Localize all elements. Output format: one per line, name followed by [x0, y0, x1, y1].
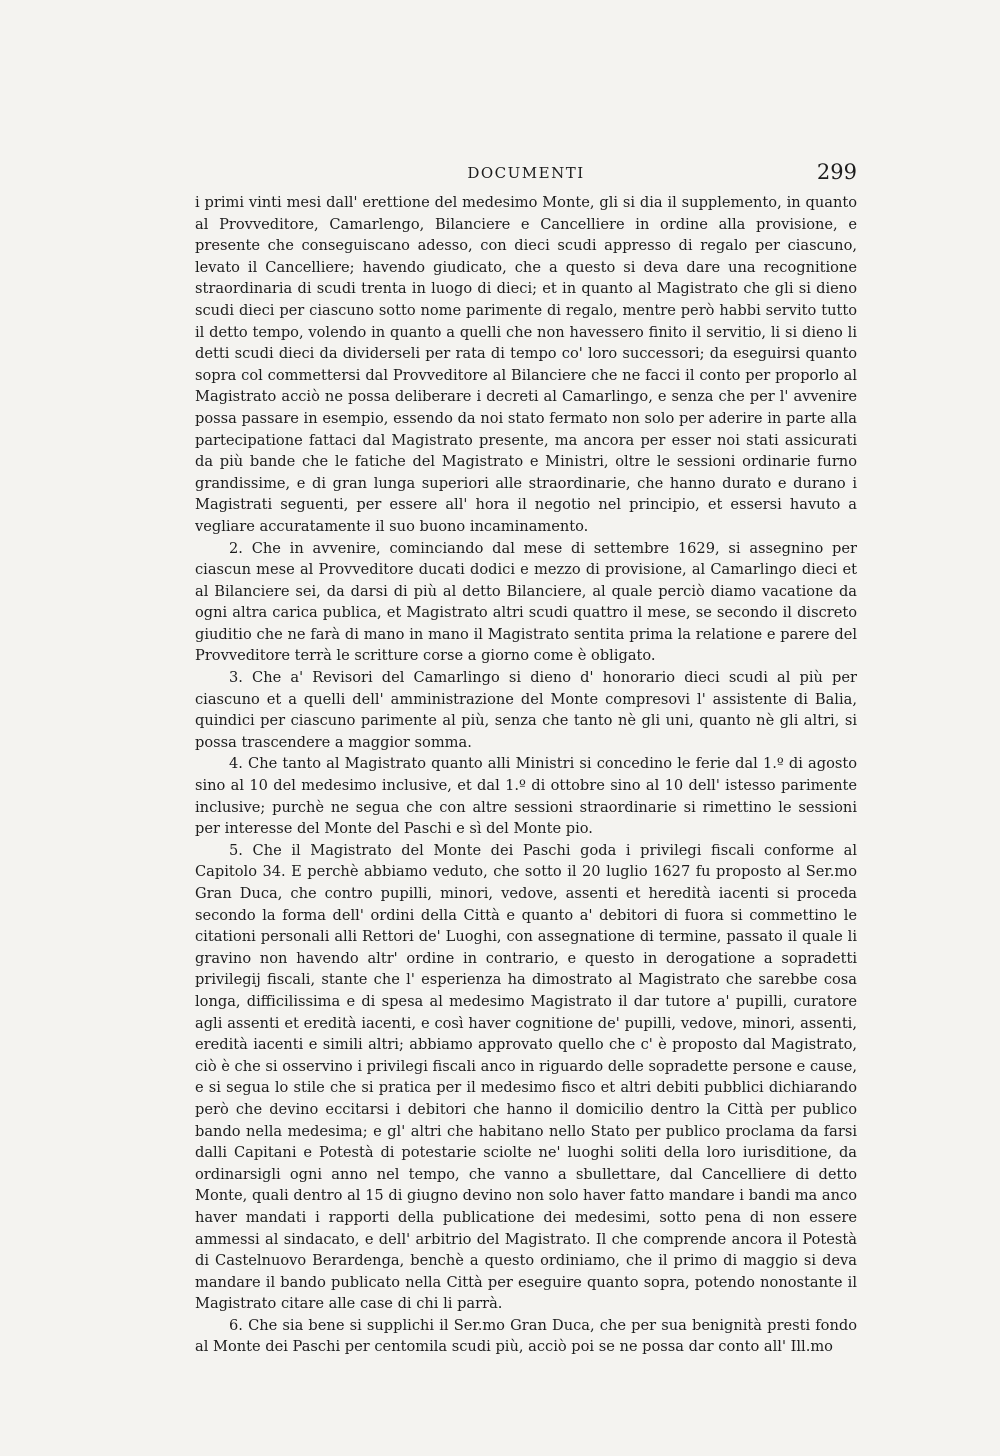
- paragraph-item-4: 4. Che tanto al Magistrato quanto alli Ministri si concedino le ferie dal 1.º di agosto sino al 10 del medesimo inclusive, et dal 1.º di ottobre sino al 10 dell' istesso parimente inclusive; purchè ne segua che con altre sessioni straordinarie si rimettino le sessioni per interesse del Monte del Paschi e sì del Monte pio.: [195, 755, 857, 838]
- page-number: 299: [816, 160, 857, 184]
- paragraph-item-2: 2. Che in avvenire, cominciando dal mese di settembre 1629, si assegnino per ciascun mese al Provveditore ducati dodici e mezzo di provisione, al Camarlingo dieci et al Bilanciere sei, da darsi di più al detto Bilanciere, al quale perciò diamo vacatione da ogni altra carica publica, et Magistrato altri scudi quattro il mese, se secondo il discreto giuditio che ne farà di mano in mano il Magistrato sentita prima la relatione e parere del Provveditore terrà le scritture corse a giorno come è obligato.: [195, 539, 857, 665]
- page-header: [195, 160, 857, 188]
- paragraph-item-5: 5. Che il Magistrato del Monte dei Paschi goda i privilegi fiscali conforme al Capitolo 34. E perchè abbiamo veduto, che sotto il 20 luglio 1627 fu proposto al Ser.mo Gran Duca, che contro pupilli, minori, vedove, assenti et heredità iacenti si proceda secondo la forma dell' ordini della Città e quanto a' debitori di fuora si commettino le citationi personali alli Rettori de' Luoghi, con assegnatione di termine, passato il quale li gravino non havendo altr' ordine in contrario, e questo in derogatione a sopradetti privilegij fiscali, stante che l' esperienza ha dimostrato al Magistrato che sarebbe cosa longa, difficilissima e di spesa al medesimo Magistrato il dar tutore a' pupilli, curatore agli assenti et eredità iacenti, e così haver cognitione de' pupilli, vedove, minori, assenti, eredità iacenti e simili altri; abbiamo approvato quello che c' è proposto dal Magistrato, ciò è che si osservino i privilegi fiscali anco in riguardo delle sopradette persone e cause, e si segua lo stile che si pratica per il medesimo fisco et altri debiti pubblici dichiarando però che devino eccitarsi i debitori che hanno il domicilio dentro la Città per publico bando nella medesima; e gl' altri che habitano nello Stato per publico proclama da farsi dalli Capitani e Potestà di potestarie sciolte ne' luoghi soliti della loro iurisditione, da ordinarsigli ogni anno nel tempo, che vanno a sbullettare, dal Cancelliere di detto Monte, quali dentro al 15 di giugno devino non solo haver fatto mandare i bandi ma anco haver mandati i rapporti della publicatione dei medesimi, sotto pena di non essere ammessi al sindacato, e dell' arbitrio del Magistrato. Il che comprende ancora il Potestà di Castelnuovo Berardenga, benchè a questo ordiniamo, che il primo di maggio si deva mandare il bando publicato nella Città per eseguire quanto sopra, potendo nonostante il Magistrato citare alle case di chi li parrà.: [195, 841, 857, 1313]
- body-text: [195, 192, 857, 1358]
- paragraph-item-6: 6. Che sia bene si supplichi il Ser.mo Gran Duca, che per sua benignità presti fondo al Monte dei Paschi per centomila scudi più, acciò poi se ne possa dar conto all' Ill.mo: [195, 1316, 857, 1356]
- running-head: DOCUMENTI: [467, 164, 585, 182]
- paragraph-continuation: i primi vinti mesi dall' erettione del medesimo Monte, gli si dia il supplemento, in quanto al Provveditore, Camarlengo, Bilanciere e Cancelliere in ordine alla provisione, e presente che conseguiscano adesso, con dieci scudi appresso di regalo per ciascuno, levato il Cancelliere; havendo giudicato, che a questo si deva dare una recognitione straordinaria di scudi trenta in luogo di dieci; et in quanto al Magistrato che gli si dieno scudi dieci per ciascuno sotto nome parimente di regalo, mentre però habbi servito tutto il detto tempo, volendo in quanto a quelli che non havessero finito il servitio, li si dieno li detti scudi dieci da dividerseli per rata di tempo co' loro successori; da eseguirsi quanto sopra col commettersi dal Provveditore al Bilanciere che ne facci il conto per proporlo al Magistrato acciò ne possa deliberare i decreti al Camarlingo, e senza che per l' avvenire possa passare in esempio, essendo da noi stato fermato non solo per aderire in parte alla partecipatione fattaci dal Magistrato presente, ma ancora per esser noi stati assicurati da più bande che le fatiche del Magistrato e Ministri, oltre le sessioni ordinarie furno grandissime, e di gran lunga superiori alle straordinarie, che hanno durato e durano i Magistrati seguenti, per essere all' hora il negotio nel principio, et essersi havuto a vegliare accuratamente il suo buono incaminamento.: [195, 194, 857, 535]
- paragraph-item-3: 3. Che a' Revisori del Camarlingo si dieno d' honorario dieci scudi al più per ciascuno et a quelli dell' amministrazione del Monte compresovi l' assistente di Balia, quindici per ciascuno parimente al più, senza che tanto nè gli uni, quanto nè gli altri, si possa trascendere a maggior somma.: [195, 669, 857, 751]
